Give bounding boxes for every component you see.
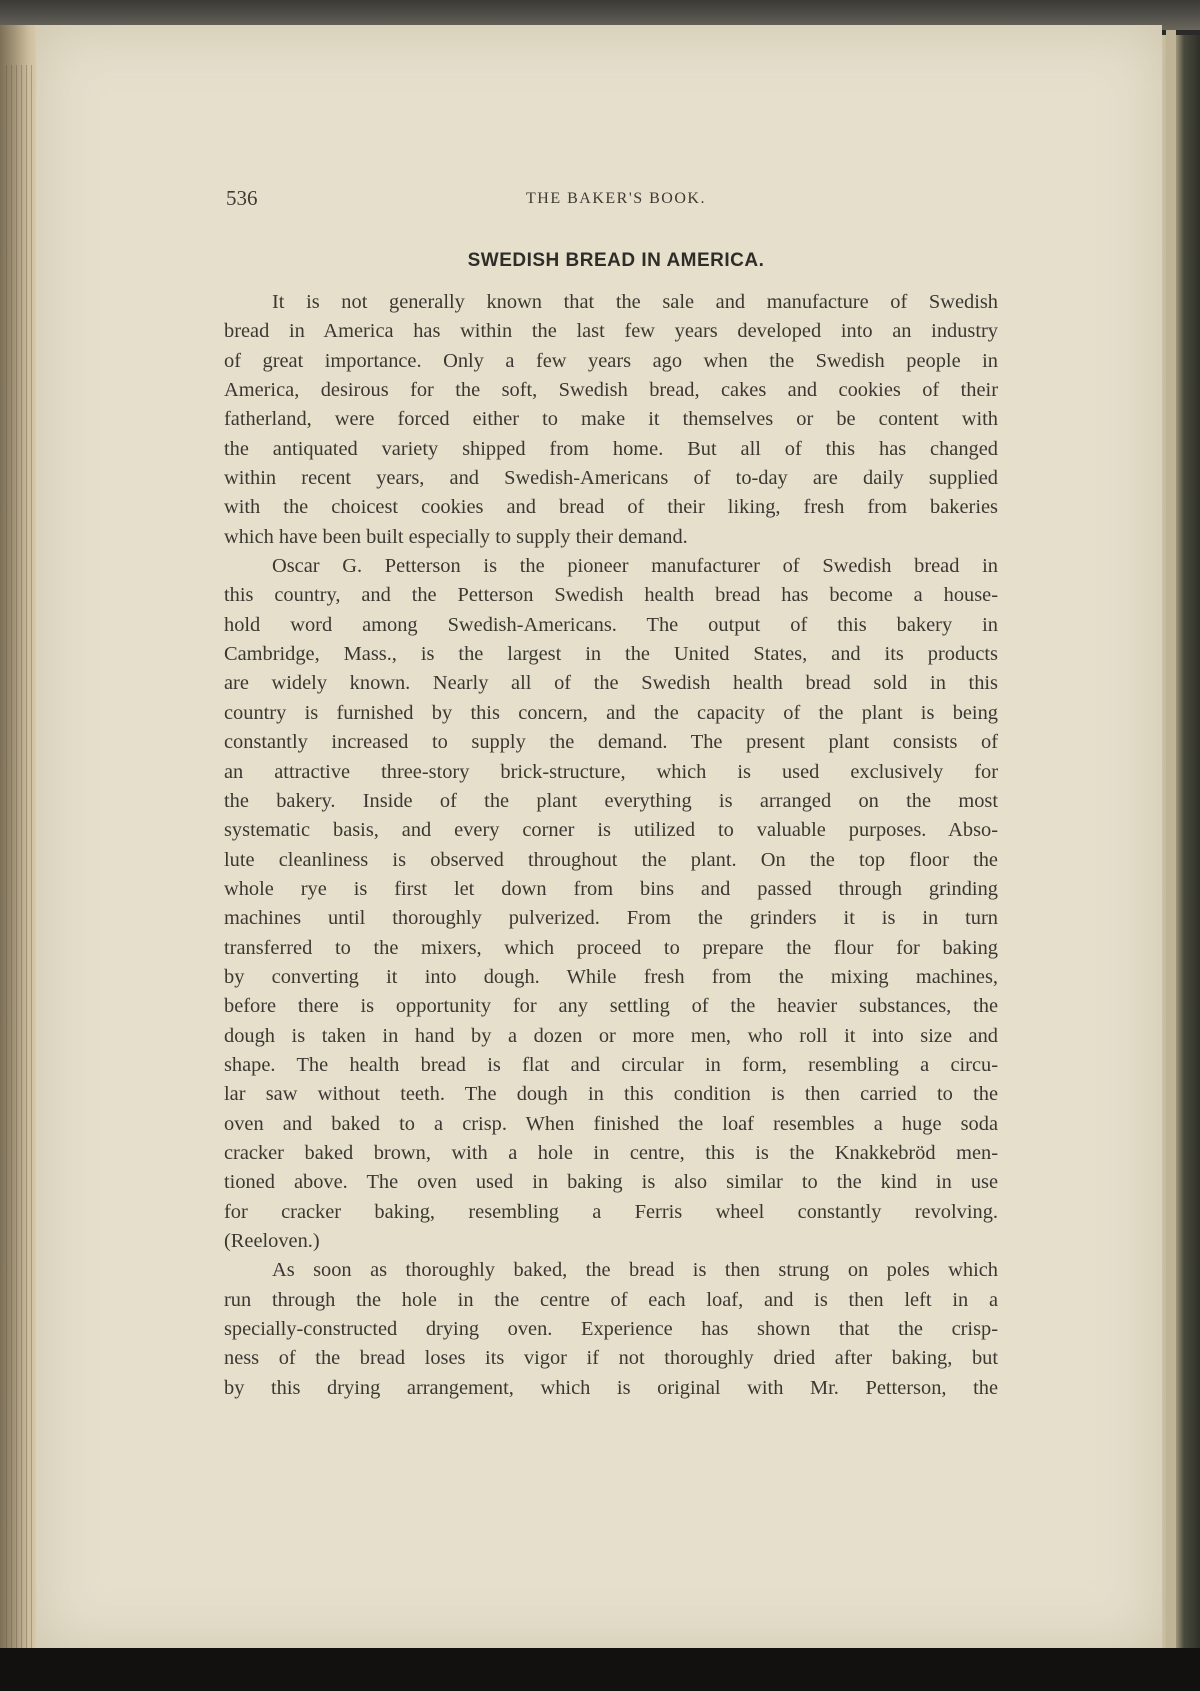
text-line: the antiquated variety shipped from home. But all of this has changed bbox=[224, 437, 998, 460]
text-line: run through the hole in the centre of each loaf, and is then left in a bbox=[224, 1288, 998, 1311]
text-line: which have been built especially to supply their demand. bbox=[224, 525, 688, 548]
text-line: systematic basis, and every corner is utilized to valuable purposes. Abso- bbox=[224, 819, 998, 842]
text-line: lute cleanliness is observed throughout the plant. On the top floor the bbox=[224, 848, 998, 871]
text-line: before there is opportunity for any settling of the heavier substances, the bbox=[224, 995, 998, 1018]
text-line: Cambridge, Mass., is the largest in the United States, and its products bbox=[224, 643, 998, 666]
text-line: America, desirous for the soft, Swedish bread, cakes and cookies of their bbox=[224, 379, 998, 402]
text-line: of great importance. Only a few years ago when the Swedish people in bbox=[224, 349, 998, 372]
text-line: country is furnished by this concern, and the capacity of the plant is being bbox=[224, 701, 998, 724]
text-line: bread in America has within the last few years developed into an industry bbox=[224, 320, 998, 343]
text-line: oven and baked to a crisp. When finished the loaf resembles a huge soda bbox=[224, 1112, 998, 1135]
scan-bottom-border bbox=[0, 1648, 1200, 1691]
text-line: dough is taken in hand by a dozen or more men, who roll it into size and bbox=[224, 1024, 998, 1047]
text-line: this country, and the Petterson Swedish health bread has become a house- bbox=[224, 584, 998, 607]
article-body bbox=[224, 288, 998, 1403]
text-line: ness of the bread loses its vigor if not thoroughly dried after baking, but bbox=[224, 1347, 998, 1370]
page-stack-edge bbox=[1166, 30, 1176, 1650]
text-line: fatherland, were forced either to make it themselves or be content with bbox=[224, 408, 998, 431]
text-line: cracker baked brown, with a hole in centre, this is the Knakkebröd men- bbox=[224, 1141, 998, 1164]
text-line: (Reeloven.) bbox=[224, 1230, 320, 1252]
text-line: Oscar G. Petterson is the pioneer manufacturer of Swedish bread in bbox=[272, 555, 998, 578]
article-title: SWEDISH BREAD IN AMERICA. bbox=[467, 250, 765, 271]
text-line: hold word among Swedish-Americans. The output of this bakery in bbox=[224, 613, 998, 636]
text-line: by this drying arrangement, which is original with Mr. Petterson, the bbox=[224, 1376, 998, 1399]
text-line: transferred to the mixers, which proceed to prepare the flour for baking bbox=[224, 936, 998, 959]
text-line: are widely known. Nearly all of the Swedish health bread sold in this bbox=[224, 672, 998, 695]
page-edges bbox=[6, 65, 32, 1665]
running-title: THE BAKER'S BOOK. bbox=[526, 190, 706, 207]
text-line: It is not generally known that the sale and manufacture of Swedish bbox=[272, 291, 998, 313]
text-line: the bakery. Inside of the plant everything is arranged on the most bbox=[224, 789, 998, 812]
book-spine-gutter bbox=[0, 25, 38, 1655]
text-line: specially-constructed drying oven. Experience has shown that the crisp- bbox=[224, 1318, 998, 1341]
text-line: by converting it into dough. While fresh from the mixing machines, bbox=[224, 965, 998, 988]
text-line: As soon as thoroughly baked, the bread is then strung on poles which bbox=[272, 1259, 998, 1282]
text-line: tioned above. The oven used in baking is also similar to the kind in use bbox=[224, 1171, 998, 1194]
text-line: within recent years, and Swedish-Americans of to-day are daily supplied bbox=[224, 467, 998, 490]
text-line: whole rye is first let down from bins and passed through grinding bbox=[224, 877, 998, 900]
running-head bbox=[226, 186, 1006, 216]
text-line: an attractive three-story brick-structure, which is used exclusively for bbox=[224, 760, 998, 783]
text-line: shape. The health bread is flat and circular in form, resembling a circu- bbox=[224, 1053, 998, 1076]
text-line: constantly increased to supply the demand. The present plant consists of bbox=[224, 731, 998, 754]
text-line: for cracker baking, resembling a Ferris wheel constantly revolving. bbox=[224, 1200, 998, 1223]
text-line: with the choicest cookies and bread of their liking, fresh from bakeries bbox=[224, 496, 998, 519]
text-line: machines until thoroughly pulverized. From the grinders it is in turn bbox=[224, 907, 998, 930]
text-line: lar saw without teeth. The dough in this condition is then carried to the bbox=[224, 1083, 998, 1106]
page-number: 536 bbox=[226, 186, 258, 210]
